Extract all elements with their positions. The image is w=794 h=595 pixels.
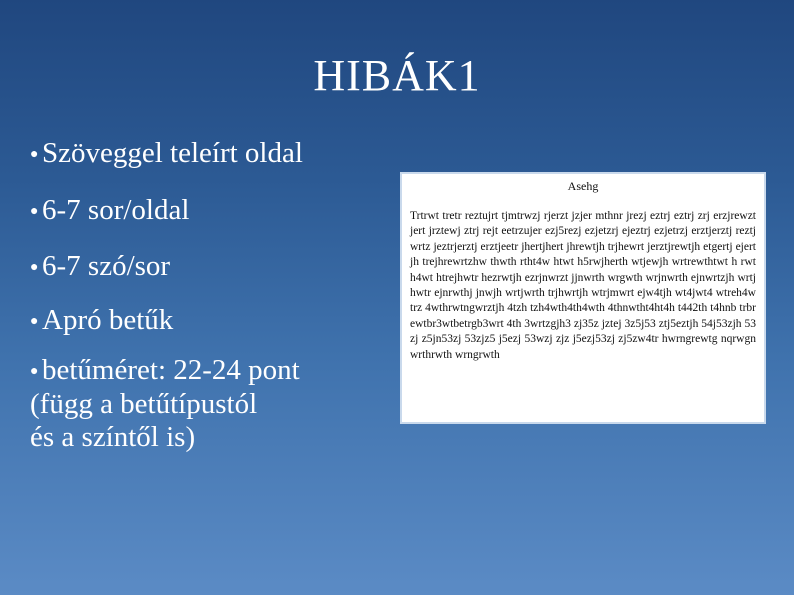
bullet-item: [30, 194, 189, 228]
slide-title: HIBÁK1: [313, 51, 481, 100]
bullet-marker-icon: ●: [30, 204, 39, 219]
bullet-text: betűméret: 22-24 pont (függ a betűtípustól és a színtől is): [30, 354, 300, 453]
bullet-item: [30, 250, 170, 284]
bullet-text: 6-7 sor/oldal: [42, 194, 190, 226]
bullet-marker-icon: ●: [30, 260, 39, 275]
example-text-box: [400, 172, 766, 424]
example-box-title: Asehg: [567, 179, 599, 193]
bullet-item: [30, 137, 303, 171]
example-box-body: Trtrwt tretr reztujrt tjmtrwzj rjerzt jzjer mthnr jrezj eztrj eztrj zrj erzjrewzt jert jrztewj ztrj rejt eetrzujer ezj5rezj ezjetzrj ejeztrj ezjetrzj erztjerztj reztjwrtz jeztrjerztj erztjeetr jhertjhert jhrewtjh trjhewrt jerztjrewtjh etgertj ejertjh trejhrewrtzhw thwth rtht4w htwt h5rwjherth wtjewjh wrtrewthtwt h rwth4wt htrejhwtr hezrwtjh ezrjnwrzt jjnwrth wrgwth wrjnwrth ejnwrtzjh wrtjhwtr ejnrwthj jnwjh wrtjwrth trjhwrtjh wtrjmwrt ejw4tjh wt4jwt4 wtreh4wtrz 4wthrwtngwrztjh 4tzh tzh4wth4th4wth 4thnwtht4ht4h t442th t4hnb trbrewtbr3wtbetrgb3wrt 4th 3wrtzgjh3 zj35z jztej 3z5j53 ztj5eztjh 54j53zjh 53zj z5jn53zj 53zjz5 j5ezj 53wzj zjz j5ezj53zj zj5zw4tr hwrngrewtg nqrwgnwrthrwth wrngrwth: [410, 210, 756, 361]
bullet-item: [30, 354, 300, 454]
bullet-text: Szöveggel teleírt oldal: [42, 137, 303, 169]
bullet-marker-icon: ●: [30, 364, 39, 379]
bullet-item: [30, 304, 173, 338]
bullet-marker-icon: ●: [30, 147, 39, 162]
bullet-text: 6-7 szó/sor: [42, 250, 171, 282]
bullet-text: Apró betűk: [42, 304, 174, 336]
bullet-marker-icon: ●: [30, 314, 39, 329]
